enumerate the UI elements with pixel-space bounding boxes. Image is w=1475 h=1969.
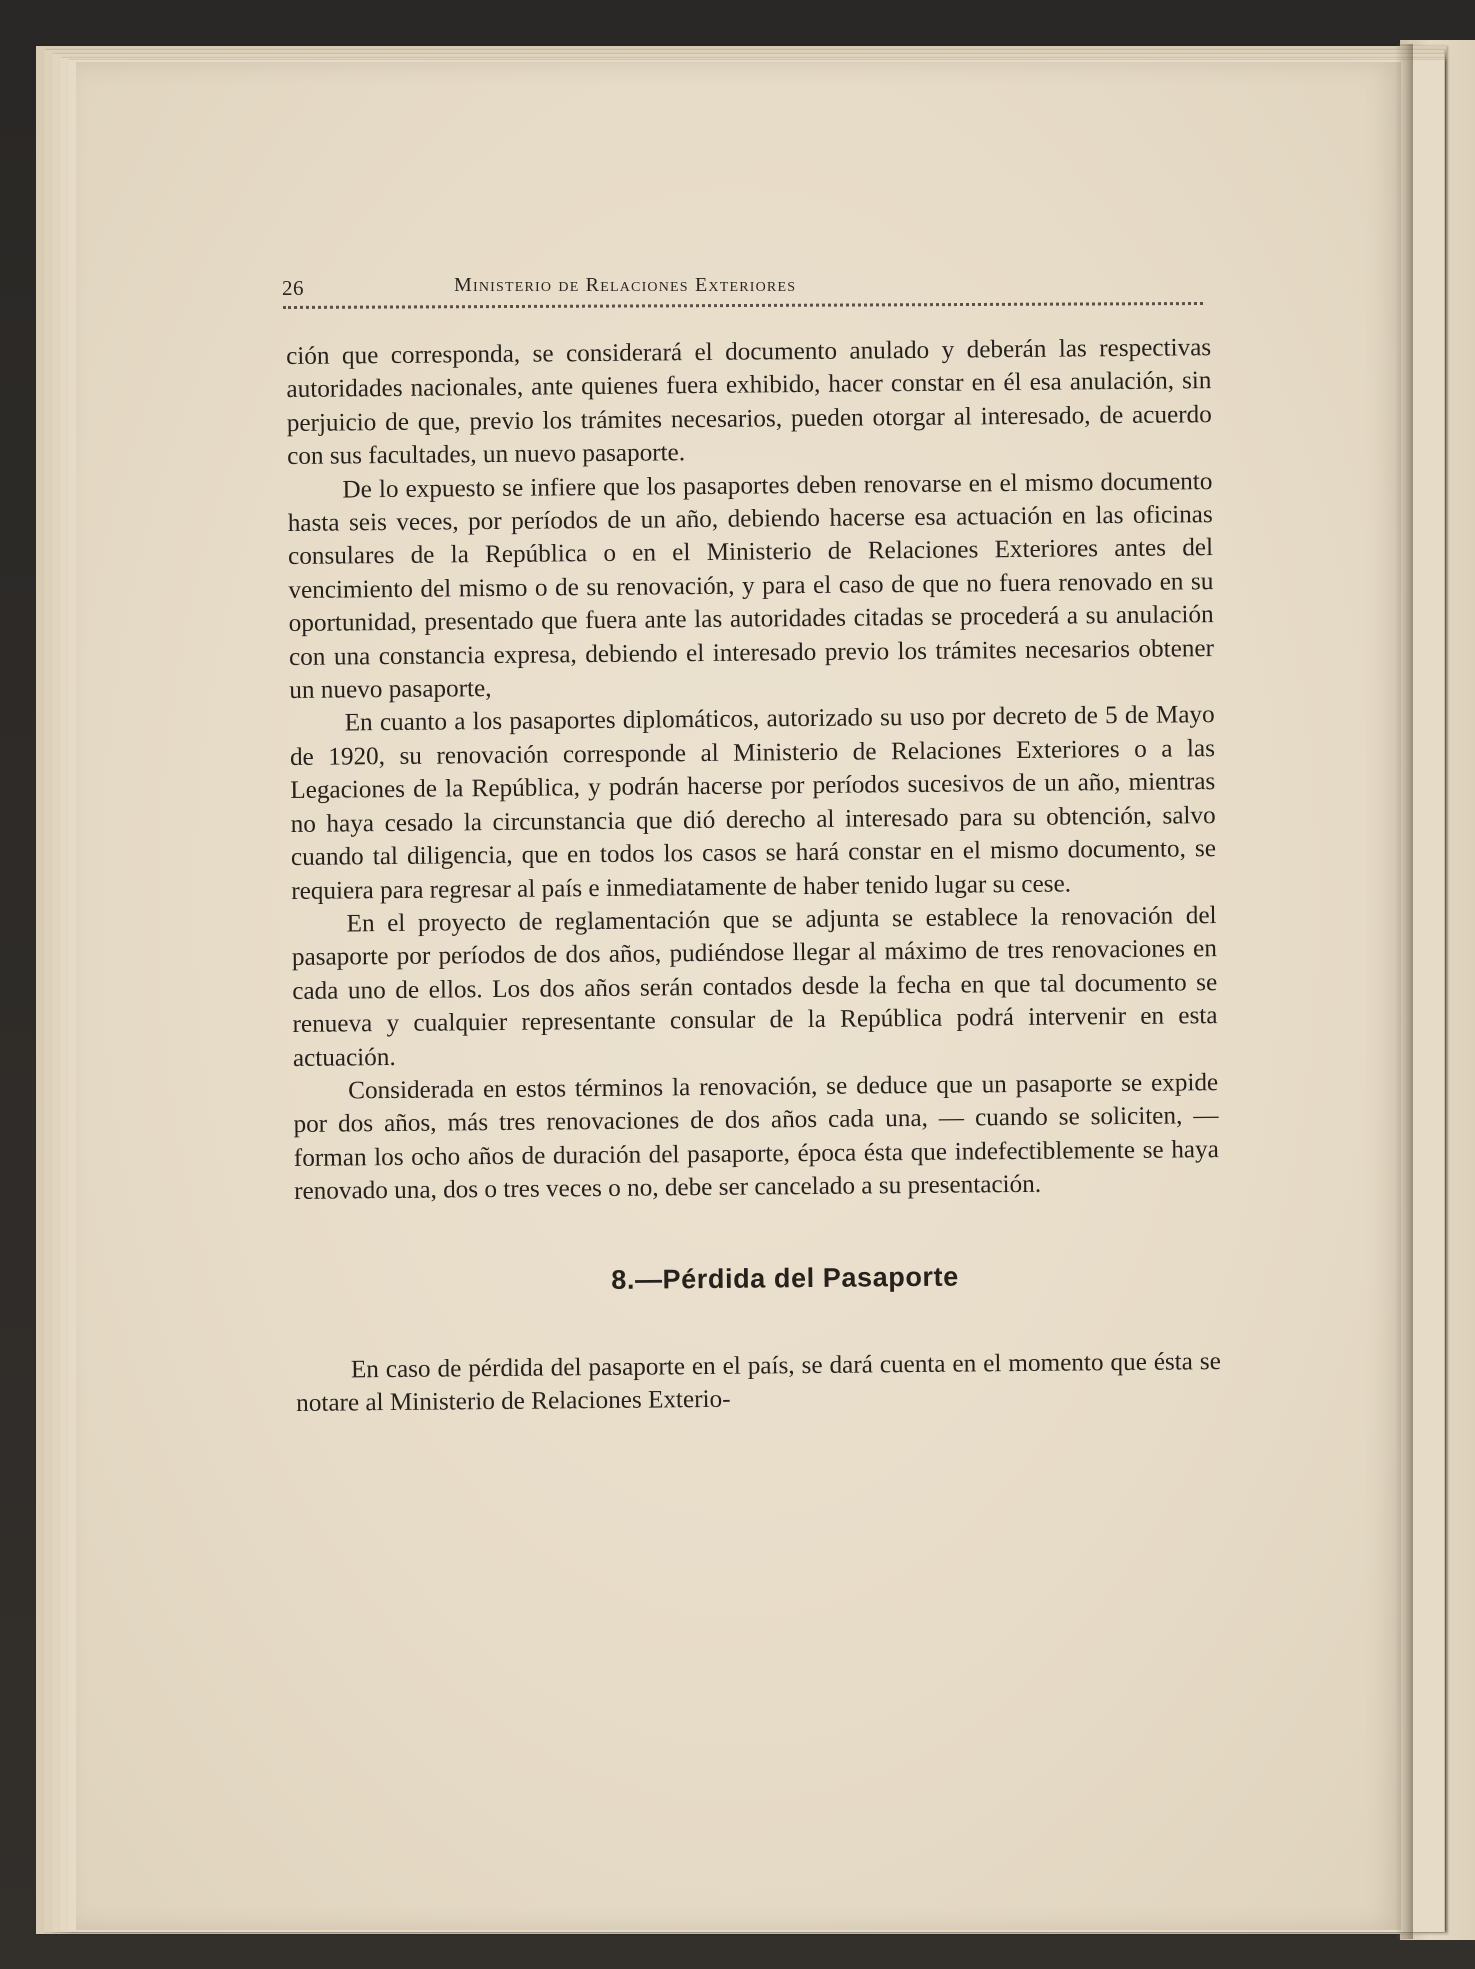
paragraph-1: ción que corresponda, se considerará el documento anulado y deberán las respectivas autoridades nacionales, ante quienes fuera exhibido, hacer constar en él esa anulación, sin perjuicio de que, previo los trámites necesarios, pueden otorgar al interesado, de acuerdo con sus facultades, un nuevo pasaporte. <box>286 334 1212 471</box>
body-text <box>286 331 1221 1421</box>
section-heading: 8.—Pérdida del Pasaporte <box>611 1261 959 1295</box>
paragraph-5: Considerada en estos términos la renovación, se deduce que un pasaporte se expide por dos años, más tres renovaciones de dos años cada una, — cuando se soliciten, — forman los ocho años de duración del pasaporte, época ésta que indefectiblemente se haya renovado una, dos o tres veces o no, debe ser cancelado a su presentación. <box>293 1069 1219 1206</box>
paragraph-4: En el proyecto de reglamentación que se adjunta se establece la renovación del pasaporte por períodos de dos años, pudiéndose llegar al máximo de tres renovaciones en cada uno de ellos. Los dos años serán contados desde la fecha en que tal documento se renueva y cualquier representante consular de la República podrá intervenir en esta actuación. <box>291 902 1218 1072</box>
page-number: 26 <box>282 276 304 300</box>
paragraph-3: En cuanto a los pasaportes diplomáticos, autorizado su uso por decreto de 5 de Mayo de 1920, su renovación corresponde al Ministerio de Relaciones Exteriores o a las Legaciones de la República, y podrán hacerse por períodos sucesivos de un año, mientras no haya cesado la circunstancia que dió derecho al interesado para su obtención, salvo cuando tal diligencia, que en todos los casos se hará constar en el mismo documento, se requiera para regresar al país e inmediatamente de haber tenido lugar su cese. <box>289 701 1217 905</box>
paragraph-2: De lo expuesto se infiere que los pasaportes deben renovarse en el mismo documento hasta seis veces, por períodos de un año, debiendo hacerse esa actuación en las oficinas consulares de la República o en el Ministerio de Relaciones Exteriores antes del vencimiento del mismo o de su renovación, y para el caso de que no fuera renovado en su oportunidad, presentado que fuera ante las autoridades citadas se procederá a su anulación con una constancia expresa, debiendo el interesado previo los trámites necesarios obtener un nuevo pasaporte, <box>287 467 1215 705</box>
book-gutter-shadow <box>1395 44 1413 1939</box>
paragraph-6: En caso de pérdida del pasaporte en el país, se dará cuenta en el momento que ésta se notare al Ministerio de Relaciones Exterio- <box>296 1348 1221 1418</box>
header-title: Ministerio de Relaciones Exteriores <box>454 274 797 296</box>
